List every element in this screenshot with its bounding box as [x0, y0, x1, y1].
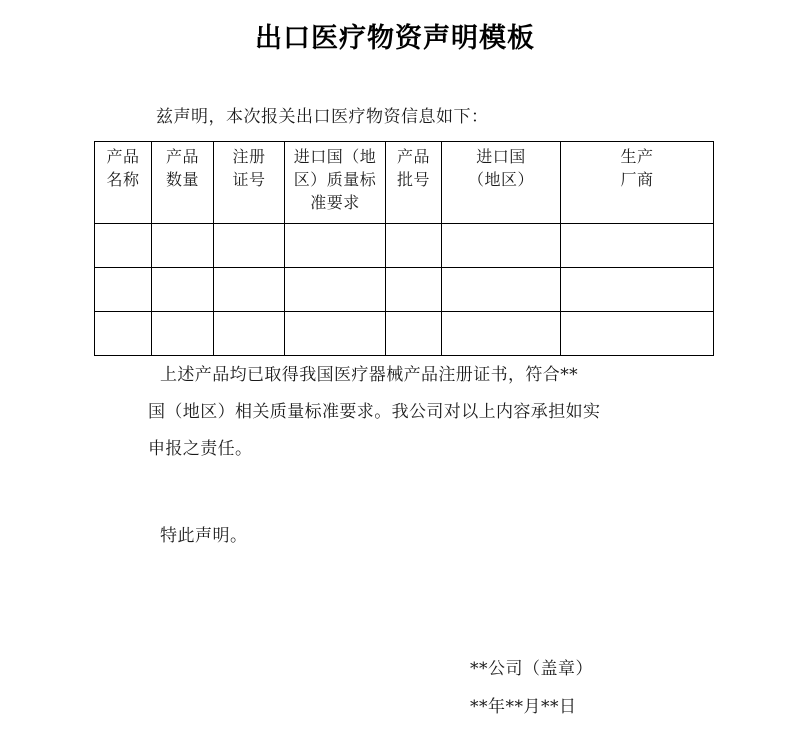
intro-statement: 兹声明，本次报关出口医疗物资信息如下：: [156, 107, 489, 127]
table-header-product-batch-number: [386, 142, 442, 224]
table-header-import-country-quality-standard-label: 进口国（地区）质量标准要求: [293, 147, 377, 212]
table-cell[interactable]: [152, 268, 214, 312]
table-cell[interactable]: [285, 224, 386, 268]
table-header-registration-number: [214, 142, 285, 224]
declaration-paragraph: [148, 357, 728, 468]
table-cell[interactable]: [95, 268, 152, 312]
table-cell[interactable]: [152, 312, 214, 356]
signature-date: **年**月**日: [470, 697, 577, 717]
declaration-paragraph-line-1: 上述产品均已取得我国医疗器械产品注册证书，符合**: [160, 365, 578, 385]
table-cell[interactable]: [95, 312, 152, 356]
table-cell[interactable]: [561, 224, 714, 268]
table-row: [95, 312, 714, 356]
table-cell[interactable]: [442, 312, 561, 356]
signature-block: [470, 650, 593, 726]
table-cell[interactable]: [442, 268, 561, 312]
page-title: 出口医疗物资声明模板: [255, 23, 535, 53]
table-cell[interactable]: [285, 312, 386, 356]
table-cell[interactable]: [561, 268, 714, 312]
table-header-registration-number-label: 注册证号: [232, 147, 266, 189]
table-cell[interactable]: [214, 268, 285, 312]
table-header-product-name-label: 产品名称: [106, 147, 140, 189]
table-header-product-quantity: [152, 142, 214, 224]
declaration-paragraph-line-2: 国（地区）相关质量标准要求。我公司对以上内容承担如实: [148, 402, 601, 422]
table-cell[interactable]: [214, 224, 285, 268]
table-cell[interactable]: [442, 224, 561, 268]
table-header-product-name: [95, 142, 152, 224]
table-cell[interactable]: [214, 312, 285, 356]
table-header-import-country: [442, 142, 561, 224]
closing-statement: 特此声明。: [160, 526, 248, 546]
table-row: [95, 224, 714, 268]
table-cell[interactable]: [285, 268, 386, 312]
table-header-import-country-label: 进口国（地区）: [467, 147, 534, 189]
table-header-manufacturer-label: 生产厂商: [620, 147, 654, 189]
table-cell[interactable]: [95, 224, 152, 268]
declaration-table: [94, 141, 714, 356]
table-header-row: [95, 142, 714, 224]
table-cell[interactable]: [386, 312, 442, 356]
table-cell[interactable]: [386, 224, 442, 268]
declaration-paragraph-line-3: 申报之责任。: [148, 439, 253, 459]
signature-company: **公司（盖章）: [470, 659, 593, 679]
table-cell[interactable]: [386, 268, 442, 312]
table-header-manufacturer: [561, 142, 714, 224]
table-header-product-quantity-label: 产品数量: [165, 147, 199, 189]
table-cell[interactable]: [561, 312, 714, 356]
table-row: [95, 268, 714, 312]
table-header-import-country-quality-standard: [285, 142, 386, 224]
table-header-product-batch-number-label: 产品批号: [396, 147, 430, 189]
table-cell[interactable]: [152, 224, 214, 268]
